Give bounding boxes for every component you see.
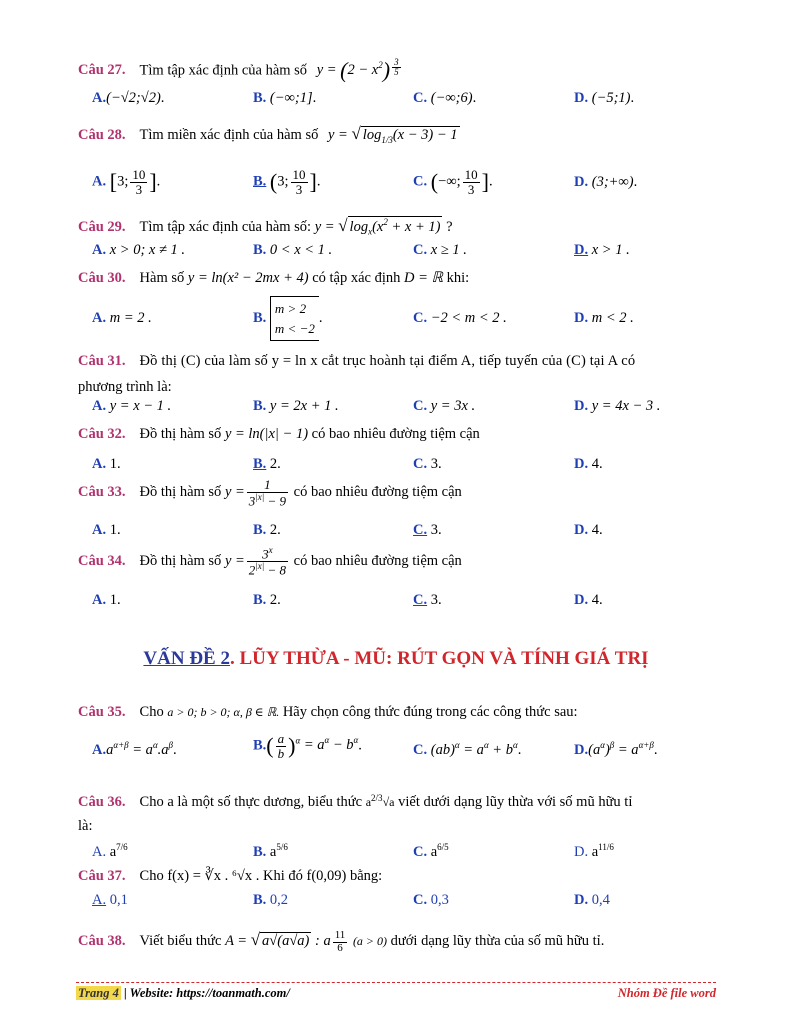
option-d[interactable]: D. $a^{11/6}$ xyxy=(574,842,614,860)
footer-right: Nhóm Đề file word xyxy=(617,986,716,1000)
option-c[interactable]: C. 3. xyxy=(413,522,442,538)
question-31: Câu 31. Đồ thị (C) của làm số y = ln x cắt trục hoành tại điểm A, tiếp tuyến của (C) tại A có phương trình là: xyxy=(78,353,636,395)
option-b[interactable]: B. 2. xyxy=(253,456,281,472)
option-b[interactable]: B. 2. xyxy=(253,592,281,608)
option-a[interactable]: A. 1. xyxy=(92,456,121,472)
question-28 xyxy=(78,124,460,145)
option-d[interactable]: D. 4. xyxy=(574,456,603,472)
option-d[interactable]: D. x > 1 . xyxy=(574,242,630,258)
option-c[interactable]: C. (−∞; $\frac{10}{3}$ ]. xyxy=(413,167,493,197)
question-number: Câu 37. xyxy=(78,868,126,884)
option-c[interactable]: C. 3. xyxy=(413,592,442,608)
question-number: Câu 33. xyxy=(78,484,126,501)
question-37: Câu 37. Cho f(x) = ∛x . ⁶√x . Khi đó f(0,09) bằng: xyxy=(78,868,383,884)
option-d[interactable]: D. 4. xyxy=(574,592,603,608)
option-d[interactable]: D. 4. xyxy=(574,522,603,538)
option-c[interactable]: C. (−∞;6). xyxy=(413,90,477,106)
question-text: Tìm tập xác định của hàm số: xyxy=(139,219,312,235)
option-b[interactable]: B. m > 2 m < −2. xyxy=(253,296,322,341)
option-a[interactable]: A. $a^{7/6}$ xyxy=(92,842,128,860)
question-number: Câu 28. xyxy=(78,127,126,143)
option-d[interactable]: $D.(a^\alpha)^\beta = a^{\alpha+\beta}$. xyxy=(574,740,658,758)
option-d[interactable]: D. (−5;1). xyxy=(574,90,635,106)
formula: y = √ $\log_x(x^2 + x + 1)$ xyxy=(314,216,441,237)
option-c[interactable]: C. 3. xyxy=(413,456,442,472)
question-33: Câu 33. Đồ thị hàm số y = $\frac{1}{3^{|x|} - 9}$ có bao nhiêu đường tiệm cận xyxy=(78,477,462,508)
question-number: Câu 38. xyxy=(78,933,126,949)
option-c[interactable]: C. $(ab)^\alpha = a^\alpha + b^\alpha$. xyxy=(413,740,522,758)
question-34: Câu 34. Đồ thị hàm số y = $\frac{3^x}{2^{|x|} - 8}$ có bao nhiêu đường tiệm cận xyxy=(78,545,462,578)
question-29: Câu 29. Tìm tập xác định của hàm số: y = √ $\log_x(x^2 + x + 1)$ ? xyxy=(78,216,453,237)
question-number: Câu 29. xyxy=(78,219,126,235)
option-a[interactable]: A.(−√2;√2). xyxy=(92,90,165,106)
option-a[interactable]: A. [3; $\frac{10}{3}$ ]. xyxy=(92,167,161,197)
question-38: Câu 38. Viết biểu thức A = √ a√(a√a) : a $\frac{11}{6}$ (a > 0) dưới dạng lũy thừa của số mũ hữu tỉ. xyxy=(78,929,605,954)
option-a[interactable]: A. 1. xyxy=(92,522,121,538)
option-b[interactable]: B.( $\frac{a}{b}$ )$^\alpha = a^\alpha - b^\alpha$. xyxy=(253,731,362,761)
question-text: Tìm miền xác định của hàm số xyxy=(139,127,319,143)
question-number: Câu 27. xyxy=(78,62,126,79)
option-c[interactable]: C. y = 3x . xyxy=(413,398,476,414)
question-number: Câu 34. xyxy=(78,552,126,569)
formula: y = ln(x² − 2mx + 4) xyxy=(187,270,309,286)
option-d[interactable]: D. y = 4x − 3 . xyxy=(574,398,661,414)
option-a[interactable]: A. y = x − 1 . xyxy=(92,398,172,414)
option-c[interactable]: C. −2 < m < 2 . xyxy=(413,310,507,326)
option-b[interactable]: B. 2. xyxy=(253,522,281,538)
formula: $y = (2 - x^2)$ $\frac{3}{5}$ xyxy=(316,57,399,83)
option-a[interactable]: A. x > 0; x ≠ 1 . xyxy=(92,242,186,258)
question-30: Câu 30. Hàm số y = ln(x² − 2mx + 4) có tập xác định D = ℝ khi: xyxy=(78,270,470,286)
option-a[interactable]: $A.a^{\alpha+\beta} = a^\alpha.a^\beta$. xyxy=(92,740,177,758)
option-a[interactable]: A. 1. xyxy=(92,592,121,608)
option-b[interactable]: B. y = 2x + 1 . xyxy=(253,398,339,414)
question-number: Câu 32. xyxy=(78,426,126,442)
option-c[interactable]: C. x ≥ 1 . xyxy=(413,242,467,258)
option-d[interactable]: D. (3;+∞). xyxy=(574,174,638,190)
option-d[interactable]: D. 0,4 xyxy=(574,892,610,908)
question-32: Câu 32. Đồ thị hàm số y = ln(|x| − 1) có bao nhiêu đường tiệm cận xyxy=(78,426,480,442)
question-number: Câu 35. xyxy=(78,704,126,720)
option-b[interactable]: B. (−∞;1]. xyxy=(253,90,317,106)
footer-left: Trang 4 | Website: https://toanmath.com/ xyxy=(78,986,290,1000)
footer-divider xyxy=(76,982,716,983)
option-d[interactable]: D. m < 2 . xyxy=(574,310,634,326)
website-link[interactable]: Website: https://toanmath.com/ xyxy=(129,986,290,1000)
formula: y = √ $\log_{1/3}(x - 3) - 1$ xyxy=(327,124,458,145)
section-heading: VẤN ĐỀ 2. LŨY THỪA - MŨ: RÚT GỌN VÀ TÍNH GIÁ TRỊ xyxy=(143,648,649,669)
question-number: Câu 36. xyxy=(78,794,126,810)
question-36: Câu 36. Cho a là một số thực dương, biểu thức $a^{2/3}√a$ viết dưới dạng lũy thừa với số mũ hữu tỉ là: xyxy=(78,793,633,834)
page-number: Trang 4 xyxy=(78,986,119,1000)
option-b[interactable]: B. 0 < x < 1 . xyxy=(253,242,333,258)
option-b[interactable]: B. (3; $\frac{10}{3}$ ]. xyxy=(253,167,321,197)
question-35: Câu 35. Cho a > 0; b > 0; α, β ∈ ℝ. Hãy chọn công thức đúng trong các công thức sau: xyxy=(78,704,578,720)
option-c[interactable]: C. 0,3 xyxy=(413,892,449,908)
question-number: Câu 31. xyxy=(78,353,126,369)
question-number: Câu 30. xyxy=(78,270,126,286)
question-27 xyxy=(78,58,403,84)
formula: y = ln(|x| − 1) xyxy=(224,426,309,442)
option-c[interactable]: C. $a^{6/5}$ xyxy=(413,842,449,860)
option-b[interactable]: B. 0,2 xyxy=(253,892,289,908)
option-a[interactable]: A. m = 2 . xyxy=(92,310,152,326)
option-b[interactable]: B. $a^{5/6}$ xyxy=(253,842,288,860)
option-a[interactable]: A. 0,1 xyxy=(92,892,128,908)
question-text: Tìm tập xác định của hàm số xyxy=(139,62,308,79)
